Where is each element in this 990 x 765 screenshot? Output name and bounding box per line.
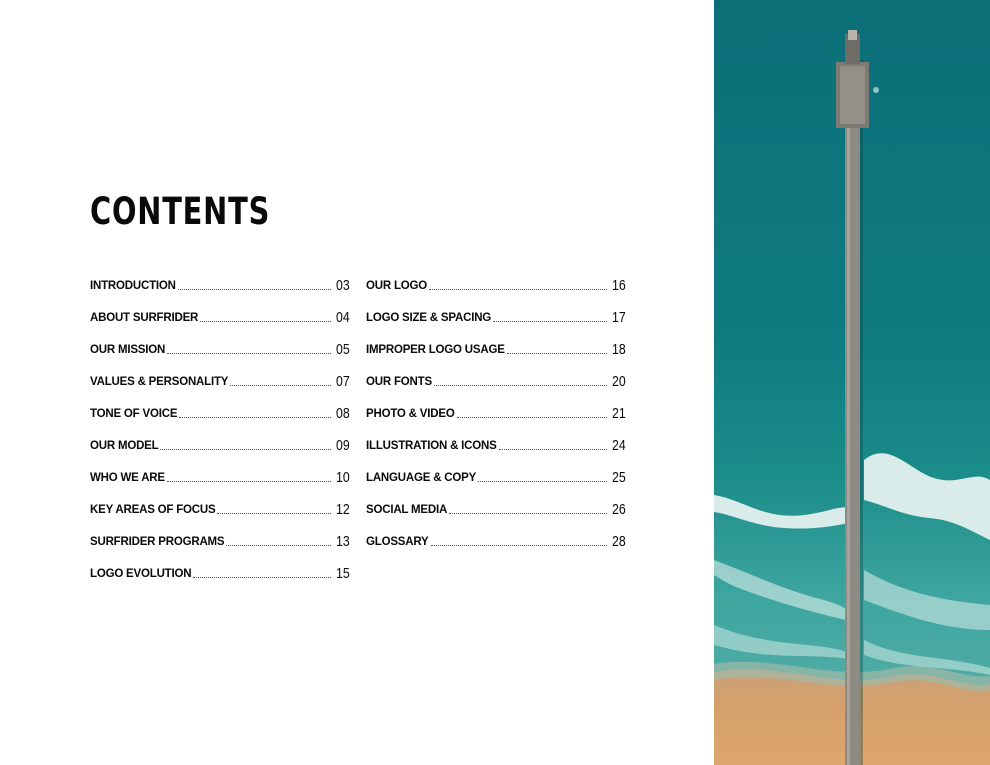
toc-entry-page: 05 xyxy=(336,341,350,358)
aerial-pier-ocean-image xyxy=(714,0,990,765)
toc-entry-page: 16 xyxy=(612,277,626,294)
toc-entry-label: OUR MODEL xyxy=(90,440,159,452)
toc-entry-page: 24 xyxy=(612,437,626,454)
toc-entry-label: GLOSSARY xyxy=(366,536,429,548)
toc-entry-page: 09 xyxy=(336,437,350,454)
dot-leader xyxy=(193,576,331,578)
toc-entry[interactable] xyxy=(366,517,626,549)
page-title: CONTENTS xyxy=(90,190,271,233)
dot-leader xyxy=(230,384,331,386)
dot-leader xyxy=(179,416,331,418)
dot-leader xyxy=(434,384,607,386)
toc-entry-label: IMPROPER LOGO USAGE xyxy=(366,344,505,356)
dot-leader xyxy=(200,320,331,322)
toc-entry[interactable] xyxy=(366,389,626,421)
dot-leader xyxy=(493,320,607,322)
toc-entry[interactable] xyxy=(90,357,350,389)
toc-entry[interactable] xyxy=(366,453,626,485)
toc-entry-label: ABOUT SURFRIDER xyxy=(90,312,199,324)
toc-entry-label: SURFRIDER PROGRAMS xyxy=(90,536,225,548)
toc-entry-label: TONE OF VOICE xyxy=(90,408,178,420)
toc-column-left xyxy=(90,261,350,581)
dot-leader xyxy=(449,512,607,514)
toc-entry-label: LOGO EVOLUTION xyxy=(90,568,192,580)
toc-entry-label: VALUES & PERSONALITY xyxy=(90,376,229,388)
dot-leader xyxy=(429,288,607,290)
toc-entry[interactable] xyxy=(366,325,626,357)
dot-leader xyxy=(431,544,608,546)
toc-entry-page: 13 xyxy=(336,533,350,550)
toc-entry-page: 21 xyxy=(612,405,626,422)
dot-leader xyxy=(160,448,331,450)
toc-entry[interactable] xyxy=(366,421,626,453)
toc-entry-page: 26 xyxy=(612,501,626,518)
toc-entry-label: INTRODUCTION xyxy=(90,280,176,292)
dot-leader xyxy=(217,512,331,514)
toc-entry[interactable] xyxy=(90,549,350,581)
toc-entry[interactable] xyxy=(366,357,626,389)
toc-entry-label: OUR FONTS xyxy=(366,376,432,388)
toc-entry[interactable] xyxy=(366,485,626,517)
toc-entry-page: 07 xyxy=(336,373,350,390)
dot-leader xyxy=(167,352,331,354)
toc-entry[interactable] xyxy=(366,293,626,325)
toc-entry[interactable] xyxy=(90,517,350,549)
toc-entry-page: 17 xyxy=(612,309,626,326)
toc-entry-label: WHO WE ARE xyxy=(90,472,165,484)
toc-entry-label: OUR LOGO xyxy=(366,280,428,292)
dot-leader xyxy=(167,480,331,482)
toc-entry[interactable] xyxy=(90,293,350,325)
toc-entry[interactable] xyxy=(90,453,350,485)
dot-leader xyxy=(499,448,608,450)
dot-leader xyxy=(457,416,608,418)
toc-entry-page: 08 xyxy=(336,405,350,422)
toc-column-right xyxy=(366,261,626,549)
dot-leader xyxy=(478,480,607,482)
toc-entry-page: 04 xyxy=(336,309,350,326)
toc-entry-page: 03 xyxy=(336,277,350,294)
toc-entry-page: 18 xyxy=(612,341,626,358)
toc-entry-page: 15 xyxy=(336,565,350,582)
toc-entry[interactable] xyxy=(90,421,350,453)
toc-entry-page: 28 xyxy=(612,533,626,550)
toc-entry-page: 20 xyxy=(612,373,626,390)
toc-entry-page: 25 xyxy=(612,469,626,486)
toc-entry-page: 10 xyxy=(336,469,350,486)
toc-entry-label: KEY AREAS OF FOCUS xyxy=(90,504,216,516)
toc-entry[interactable] xyxy=(90,325,350,357)
dot-leader xyxy=(178,288,332,290)
dot-leader xyxy=(507,352,608,354)
toc-entry-label: SOCIAL MEDIA xyxy=(366,504,448,516)
toc-entry[interactable] xyxy=(90,389,350,421)
toc-entry-label: LANGUAGE & COPY xyxy=(366,472,477,484)
toc-entry[interactable] xyxy=(90,261,350,293)
toc-entry[interactable] xyxy=(366,261,626,293)
toc-entry-label: ILLUSTRATION & ICONS xyxy=(366,440,497,452)
toc-entry[interactable] xyxy=(90,485,350,517)
dot-leader xyxy=(226,544,331,546)
toc-entry-label: LOGO SIZE & SPACING xyxy=(366,312,492,324)
toc-entry-label: OUR MISSION xyxy=(90,344,166,356)
toc-entry-page: 12 xyxy=(336,501,350,518)
toc-entry-label: PHOTO & VIDEO xyxy=(366,408,455,420)
